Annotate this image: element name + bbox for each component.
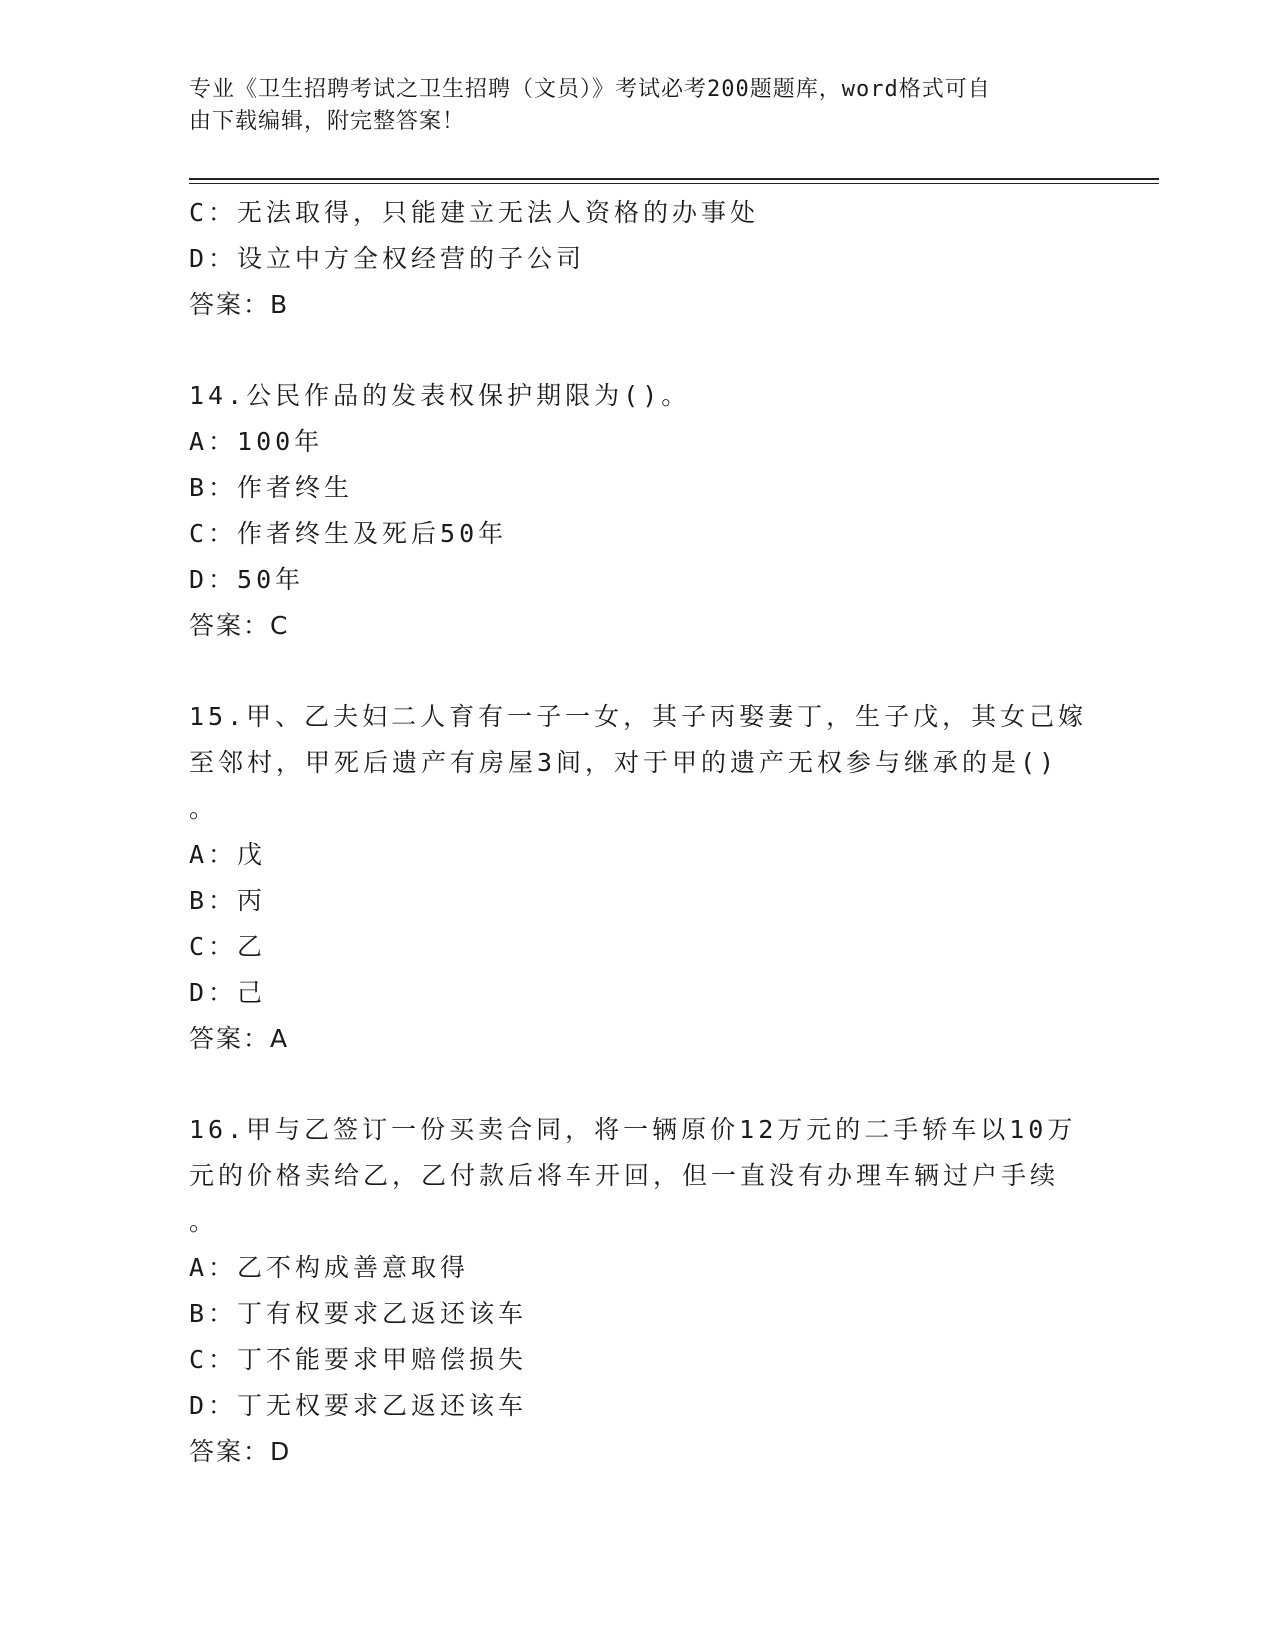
option-b: B：丙	[189, 886, 267, 915]
option-a: A：戊	[189, 840, 267, 869]
option-b: B：丁有权要求乙返还该车	[189, 1299, 528, 1328]
header-divider-thick	[189, 178, 1159, 180]
question-content	[189, 190, 1089, 1475]
option-c: C：无法取得，只能建立无法人资格的办事处	[189, 198, 760, 227]
spacer	[189, 328, 1089, 373]
question-text-line-2: 至邻村，甲死后遗产有房屋3间，对于甲的遗产无权参与继承的是()	[189, 748, 1059, 777]
option-c: C：作者终生及死后50年	[189, 519, 508, 548]
option-d: D：设立中方全权经营的子公司	[189, 244, 586, 273]
question-text-line-2: 元的价格卖给乙，乙付款后将车开回，但一直没有办理车辆过户手续	[189, 1161, 1060, 1190]
header-line-2: 由下载编辑，附完整答案！	[189, 109, 466, 134]
option-b: B：作者终生	[189, 473, 354, 502]
question-text-line-1: 15.甲、乙夫妇二人育有一子一女，其子丙娶妻丁，生子戊，其女己嫁	[189, 702, 1088, 731]
option-d: D：丁无权要求乙返还该车	[189, 1391, 528, 1420]
header-divider-thin	[189, 183, 1159, 184]
answer-label: 答案：B	[189, 290, 290, 319]
question-text-line-3: 。	[189, 794, 219, 823]
answer-label: 答案：D	[189, 1437, 292, 1466]
header-line-1: 专业《卫生招聘考试之卫生招聘（文员）》考试必考200题题库，word格式可自	[189, 77, 991, 102]
answer-label: 答案：C	[189, 611, 290, 640]
spacer	[189, 1062, 1089, 1107]
question-text: 14.公民作品的发表权保护期限为()。	[189, 381, 691, 410]
option-d: D：己	[189, 978, 267, 1007]
option-a: A：100年	[189, 427, 324, 456]
question-16	[189, 1107, 1089, 1475]
option-a: A：乙不构成善意取得	[189, 1253, 470, 1282]
option-c: C：乙	[189, 932, 267, 961]
spacer	[189, 649, 1089, 694]
option-c: C：丁不能要求甲赔偿损失	[189, 1345, 528, 1374]
question-text-line-1: 16.甲与乙签订一份买卖合同，将一辆原价12万元的二手轿车以10万	[189, 1115, 1077, 1144]
question-text-line-3: 。	[189, 1207, 219, 1236]
question-13-tail	[189, 190, 1089, 328]
document-header	[189, 74, 1069, 138]
option-d: D：50年	[189, 565, 305, 594]
question-15	[189, 694, 1089, 1062]
question-14	[189, 373, 1089, 649]
answer-label: 答案：A	[189, 1024, 290, 1053]
